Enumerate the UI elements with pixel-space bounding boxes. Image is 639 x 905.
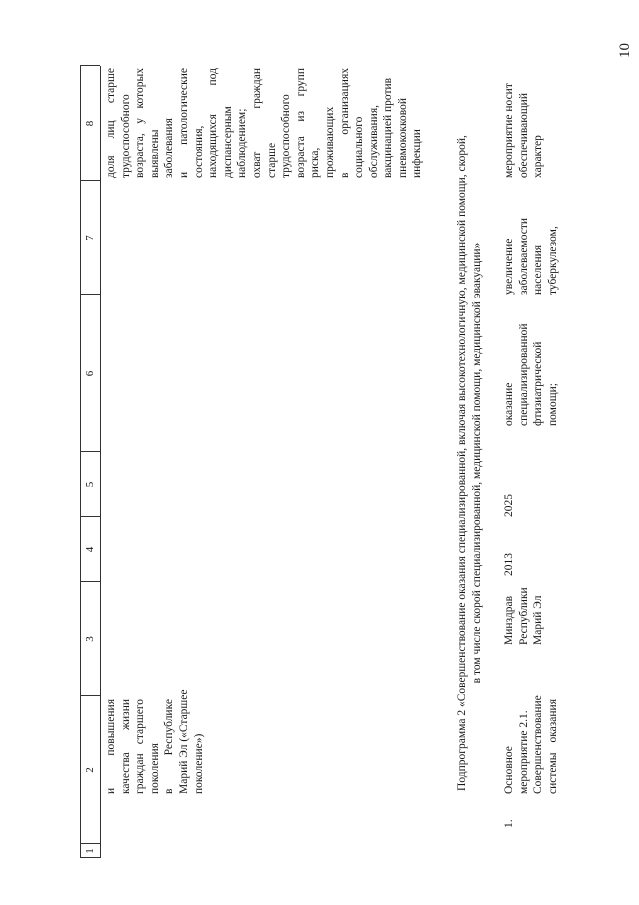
text-line xyxy=(104,68,119,178)
text-word: населения xyxy=(532,244,545,295)
text-word: граждан xyxy=(134,753,147,794)
column-number-6: 6 xyxy=(84,370,96,377)
column-number-7: 7 xyxy=(84,235,96,241)
text-line xyxy=(133,68,148,178)
text-word: Республики xyxy=(517,587,530,645)
text-word: в xyxy=(163,788,176,794)
text-line xyxy=(531,83,546,178)
text-word: риска, xyxy=(309,147,322,178)
text-word: старше xyxy=(265,142,278,178)
text-word: наблюдением; xyxy=(236,108,249,178)
text-line xyxy=(162,699,177,794)
text-line xyxy=(192,699,207,794)
text-line xyxy=(531,587,546,645)
text-line xyxy=(323,68,338,178)
text-word: пневмококковой xyxy=(396,97,409,178)
text-line xyxy=(502,587,517,645)
text-line xyxy=(308,68,323,178)
text-line xyxy=(367,68,382,178)
text-line xyxy=(148,699,163,794)
row-indicator-link xyxy=(502,83,546,178)
text-word: из xyxy=(294,110,307,122)
text-word: Марий Эл («Старшее xyxy=(177,689,190,794)
text-word: и xyxy=(105,787,117,794)
subprogram-heading-line-1: Подпрограмма 2 «Совершенствование оказания специализированной, включая высокотехнологичную, медицинской помощи, скорой, xyxy=(456,135,468,791)
text-word: и xyxy=(177,171,190,178)
text-word: Минздрав xyxy=(503,595,515,645)
text-line xyxy=(396,68,411,178)
text-line xyxy=(265,68,280,178)
rotated-page-content xyxy=(80,58,630,858)
text-word: жизни xyxy=(119,699,132,730)
text-word: трудоспособного xyxy=(119,94,132,178)
text-word: заболеваемости xyxy=(517,217,530,295)
text-line xyxy=(352,68,367,178)
text-line xyxy=(279,68,294,178)
text-word: патологические xyxy=(177,68,190,145)
text-line xyxy=(502,83,517,178)
text-word: Совершенствование xyxy=(532,695,545,794)
text-word: специализированной xyxy=(517,323,530,426)
text-word: граждан xyxy=(250,68,263,109)
text-line xyxy=(531,323,546,426)
text-line xyxy=(410,68,425,178)
text-word: охват xyxy=(250,151,263,178)
continued-indicator-text xyxy=(104,68,425,178)
text-line xyxy=(206,68,221,178)
text-word: оказания xyxy=(546,699,559,743)
text-line xyxy=(517,218,532,295)
text-word: заболевания xyxy=(163,118,176,178)
text-line xyxy=(162,68,177,178)
text-line xyxy=(192,68,207,178)
text-line xyxy=(381,68,396,178)
text-line xyxy=(133,699,148,794)
text-line xyxy=(531,218,546,295)
column-number-5: 5 xyxy=(84,481,96,488)
text-word: фтизиатрической xyxy=(532,341,545,426)
text-word: поколения xyxy=(148,743,161,794)
text-line xyxy=(250,68,265,178)
text-line xyxy=(546,218,561,295)
text-word: доля xyxy=(105,155,117,178)
text-line xyxy=(235,68,250,178)
text-word: мероприятие 2.1. xyxy=(517,710,530,794)
text-word: трудоспособного xyxy=(280,94,293,178)
text-word: мероприятие носит xyxy=(503,83,515,178)
text-word: старшего xyxy=(134,699,147,745)
text-word: состояния, xyxy=(192,125,205,178)
text-word: поколение») xyxy=(192,733,205,794)
text-word: возраста xyxy=(294,136,307,178)
table-top-border xyxy=(80,66,81,858)
row-activity-name xyxy=(502,695,560,794)
text-word: старше xyxy=(105,68,117,104)
column-numbers-bottom-border xyxy=(100,66,101,858)
text-word: характер xyxy=(532,135,545,178)
text-word: выявлены xyxy=(148,129,161,178)
text-line xyxy=(517,83,532,178)
text-word: вакцинацией против xyxy=(382,77,395,178)
text-word: групп xyxy=(294,68,307,97)
text-line xyxy=(502,323,517,426)
text-word: системы xyxy=(546,752,559,794)
text-line xyxy=(221,68,236,178)
text-word: качества xyxy=(119,752,132,794)
column-number-3: 3 xyxy=(84,636,96,642)
text-word: Марий Эл xyxy=(532,595,545,645)
page-number: 10 xyxy=(617,43,633,58)
column-number-4: 4 xyxy=(84,546,96,553)
text-word: социального xyxy=(353,116,366,178)
text-word: туберкулезом, xyxy=(546,226,559,295)
subprogram-heading-line-2: в том числе скорой специализированной, медицинской помощи, медицинской эвакуации» xyxy=(471,242,483,684)
text-line xyxy=(119,699,134,794)
text-line xyxy=(148,68,163,178)
row-responsible-executor xyxy=(502,587,546,645)
text-line xyxy=(338,68,353,178)
text-line xyxy=(104,699,119,794)
column-number-2: 2 xyxy=(84,767,96,773)
text-word: инфекции xyxy=(411,129,424,178)
text-word: оказание xyxy=(503,382,515,426)
row-consequences xyxy=(502,218,560,295)
text-line xyxy=(119,68,134,178)
row-number: 1. xyxy=(503,819,515,828)
text-line xyxy=(546,323,561,426)
text-word: которых xyxy=(134,68,147,109)
text-word: обеспечивающий xyxy=(517,93,530,178)
text-line xyxy=(177,689,192,794)
text-line xyxy=(294,68,309,178)
text-word: увеличение xyxy=(503,238,515,295)
text-word: Республике xyxy=(163,699,176,756)
text-word: организациях xyxy=(338,68,351,135)
row-expected-result xyxy=(502,323,560,426)
text-word: помощи; xyxy=(546,383,559,426)
row-start-year: 2013 xyxy=(503,553,515,576)
text-word: повышения xyxy=(105,699,117,756)
text-line xyxy=(177,68,192,178)
text-line xyxy=(531,695,546,794)
text-word: проживающих xyxy=(323,106,336,178)
column-number-8: 8 xyxy=(84,120,96,127)
text-line xyxy=(546,699,561,794)
text-line xyxy=(517,323,532,426)
text-line xyxy=(502,218,517,295)
row-end-year: 2025 xyxy=(503,494,515,517)
text-line xyxy=(517,587,532,645)
text-word: возраста, xyxy=(134,133,147,178)
continued-program-name xyxy=(104,689,206,794)
text-word: в xyxy=(338,172,351,178)
text-word: лиц xyxy=(105,120,117,139)
text-word: под xyxy=(207,68,220,86)
text-word: Основное xyxy=(503,746,515,794)
text-line xyxy=(502,699,517,794)
text-word: у xyxy=(134,117,147,124)
text-word: находящихся xyxy=(207,114,220,178)
text-word: диспансерным xyxy=(221,106,234,178)
text-line xyxy=(517,699,532,794)
column-number-1: 1 xyxy=(84,848,96,854)
text-word: обслуживания, xyxy=(367,105,380,178)
